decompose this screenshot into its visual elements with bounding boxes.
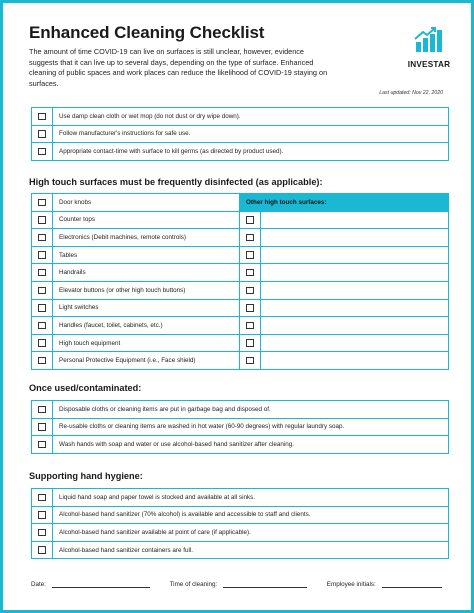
- checkbox[interactable]: [38, 304, 46, 312]
- page-title: Enhanced Cleaning Checklist: [29, 23, 265, 42]
- checkbox[interactable]: [246, 357, 254, 365]
- row-text: Alcohol-based hand sanitizer containers are full.: [53, 541, 449, 559]
- row-text: Wash hands with soap and water or use alcohol-based hand sanitizer after cleaning.: [53, 436, 449, 454]
- checkbox-cell[interactable]: [240, 299, 261, 317]
- checkbox[interactable]: [38, 113, 46, 121]
- table-row: [32, 211, 449, 229]
- checkbox-cell[interactable]: [240, 264, 261, 282]
- table-row: [32, 229, 449, 247]
- row-text: Light switches: [53, 299, 240, 317]
- other-surfaces-header: Other high touch surfaces:: [240, 194, 449, 212]
- high-touch-table: [31, 193, 449, 370]
- checkbox[interactable]: [38, 441, 46, 449]
- time-field[interactable]: [223, 580, 307, 588]
- table-row: [32, 194, 449, 212]
- checkbox[interactable]: [38, 546, 46, 554]
- checkbox-cell[interactable]: [32, 125, 53, 143]
- checkbox-cell[interactable]: [32, 299, 53, 317]
- checkbox-cell[interactable]: [240, 317, 261, 335]
- table-row: [32, 125, 449, 143]
- table-row: [32, 334, 449, 352]
- once-used-title: Once used/contaminated:: [29, 383, 142, 393]
- checkbox[interactable]: [246, 216, 254, 224]
- hand-hygiene-title: Supporting hand hygiene:: [29, 471, 143, 481]
- blank-entry-field[interactable]: [261, 246, 449, 264]
- checkbox[interactable]: [38, 529, 46, 537]
- checkbox[interactable]: [246, 251, 254, 259]
- high-touch-title: High touch surfaces must be frequently disinfected (as applicable):: [29, 177, 323, 187]
- checkbox-cell[interactable]: [32, 334, 53, 352]
- checkbox-cell[interactable]: [32, 264, 53, 282]
- row-text: Appropriate contact-time with surface to kill germs (as directed by product used).: [53, 143, 449, 161]
- checkbox[interactable]: [38, 199, 46, 207]
- table-row: [32, 352, 449, 370]
- checkbox[interactable]: [38, 269, 46, 277]
- date-label: Date:: [31, 581, 47, 588]
- row-text: Alcohol-based hand sanitizer (70% alcohol) is available and accessible to staff and clients.: [53, 506, 449, 524]
- general-checklist-table: [31, 107, 449, 161]
- row-text: High touch equipment: [53, 334, 240, 352]
- checkbox[interactable]: [38, 148, 46, 156]
- checkbox[interactable]: [246, 339, 254, 347]
- checkbox[interactable]: [246, 322, 254, 330]
- checkbox-cell[interactable]: [240, 246, 261, 264]
- row-text: Disposable cloths or cleaning items are put in garbage bag and disposed of.: [53, 401, 449, 419]
- last-updated: Last updated: Nov 22, 2020: [379, 90, 443, 96]
- table-row: [32, 524, 449, 542]
- row-text: Electronics (Debit machines, remote controls): [53, 229, 240, 247]
- checkbox-cell[interactable]: [32, 524, 53, 542]
- checkbox[interactable]: [246, 304, 254, 312]
- checkbox-cell[interactable]: [32, 108, 53, 126]
- row-text: Handrails: [53, 264, 240, 282]
- row-text: Door knobs: [53, 194, 240, 212]
- intro-paragraph: The amount of time COVID-19 can live on surfaces is still unclear, however, evidence suggests that it can live up to several days, depending on the type of surface. Enhanced cleaning of public spaces and work places can reduce the likelihood of COVID-19 staying on surfaces.: [29, 47, 328, 88]
- checkbox-cell[interactable]: [32, 489, 53, 507]
- checkbox-cell[interactable]: [240, 229, 261, 247]
- blank-entry-field[interactable]: [261, 211, 449, 229]
- checkbox-cell[interactable]: [240, 334, 261, 352]
- blank-entry-field[interactable]: [261, 299, 449, 317]
- blank-entry-field[interactable]: [261, 281, 449, 299]
- checkbox-cell[interactable]: [32, 246, 53, 264]
- checkbox-cell[interactable]: [32, 211, 53, 229]
- hand-hygiene-table: [31, 488, 449, 559]
- checkbox[interactable]: [38, 494, 46, 502]
- checkbox-cell[interactable]: [32, 541, 53, 559]
- table-row: [32, 541, 449, 559]
- row-text: Re-usable cloths or cleaning items are washed in hot water (60-90 degrees) with regular laundry soap.: [53, 418, 449, 436]
- table-row: [32, 436, 449, 454]
- checkbox[interactable]: [246, 234, 254, 242]
- checkbox-cell[interactable]: [32, 281, 53, 299]
- blank-entry-field[interactable]: [261, 334, 449, 352]
- checkbox[interactable]: [38, 357, 46, 365]
- row-text: Personal Protective Equipment (i.e., Face shield): [53, 352, 240, 370]
- brand-name: INVESTAR: [407, 60, 451, 69]
- table-row: [32, 264, 449, 282]
- blank-entry-field[interactable]: [261, 317, 449, 335]
- checkbox[interactable]: [38, 130, 46, 138]
- checkbox-cell[interactable]: [32, 436, 53, 454]
- row-text: Tables: [53, 246, 240, 264]
- blank-entry-field[interactable]: [261, 264, 449, 282]
- checkbox-cell[interactable]: [240, 352, 261, 370]
- initials-field[interactable]: [382, 580, 442, 588]
- brand-logo: [405, 27, 453, 69]
- row-text: Handles (faucet, toilet, cabinets, etc.): [53, 317, 240, 335]
- checkbox[interactable]: [38, 251, 46, 259]
- table-row: [32, 108, 449, 126]
- table-row: [32, 143, 449, 161]
- checkbox[interactable]: [38, 287, 46, 295]
- checkbox-cell[interactable]: [32, 401, 53, 419]
- table-row: [32, 281, 449, 299]
- checkbox[interactable]: [38, 511, 46, 519]
- row-text: Alcohol-based hand sanitizer available at point of care (if applicable).: [53, 524, 449, 542]
- blank-entry-field[interactable]: [261, 352, 449, 370]
- checkbox[interactable]: [246, 287, 254, 295]
- date-field[interactable]: [52, 580, 150, 588]
- checkbox-cell[interactable]: [240, 211, 261, 229]
- initials-label: Employee initials:: [326, 581, 376, 588]
- blank-entry-field[interactable]: [261, 229, 449, 247]
- checkbox[interactable]: [38, 234, 46, 242]
- checkbox-cell[interactable]: [32, 352, 53, 370]
- row-text: Use damp clean cloth or wet mop (do not dust or dry wipe down).: [53, 108, 449, 126]
- row-text: Liquid hand soap and paper towel is stocked and available at all sinks.: [53, 489, 449, 507]
- checkbox[interactable]: [38, 339, 46, 347]
- time-label: Time of cleaning:: [169, 581, 218, 588]
- table-row: [32, 401, 449, 419]
- table-row: [32, 506, 449, 524]
- checkbox-cell[interactable]: [32, 229, 53, 247]
- checkbox-cell[interactable]: [32, 506, 53, 524]
- row-text: Elevator buttons (or other high touch buttons): [53, 281, 240, 299]
- checkbox[interactable]: [38, 406, 46, 414]
- table-row: [32, 246, 449, 264]
- header: [29, 23, 329, 89]
- table-row: [32, 317, 449, 335]
- checkbox[interactable]: [246, 269, 254, 277]
- table-row: [32, 489, 449, 507]
- once-used-table: [31, 400, 449, 454]
- row-text: Counter tops: [53, 211, 240, 229]
- checkbox-cell[interactable]: [32, 194, 53, 212]
- checkbox[interactable]: [38, 423, 46, 431]
- checkbox-cell[interactable]: [32, 418, 53, 436]
- row-text: Follow manufacturer's instructions for safe use.: [53, 125, 449, 143]
- checkbox-cell[interactable]: [32, 143, 53, 161]
- table-row: [32, 299, 449, 317]
- checkbox-cell[interactable]: [240, 281, 261, 299]
- table-row: [32, 418, 449, 436]
- checkbox[interactable]: [38, 216, 46, 224]
- checkbox[interactable]: [38, 322, 46, 330]
- bar-chart-growth-icon: [414, 27, 444, 53]
- checkbox-cell[interactable]: [32, 317, 53, 335]
- footer: [31, 580, 449, 588]
